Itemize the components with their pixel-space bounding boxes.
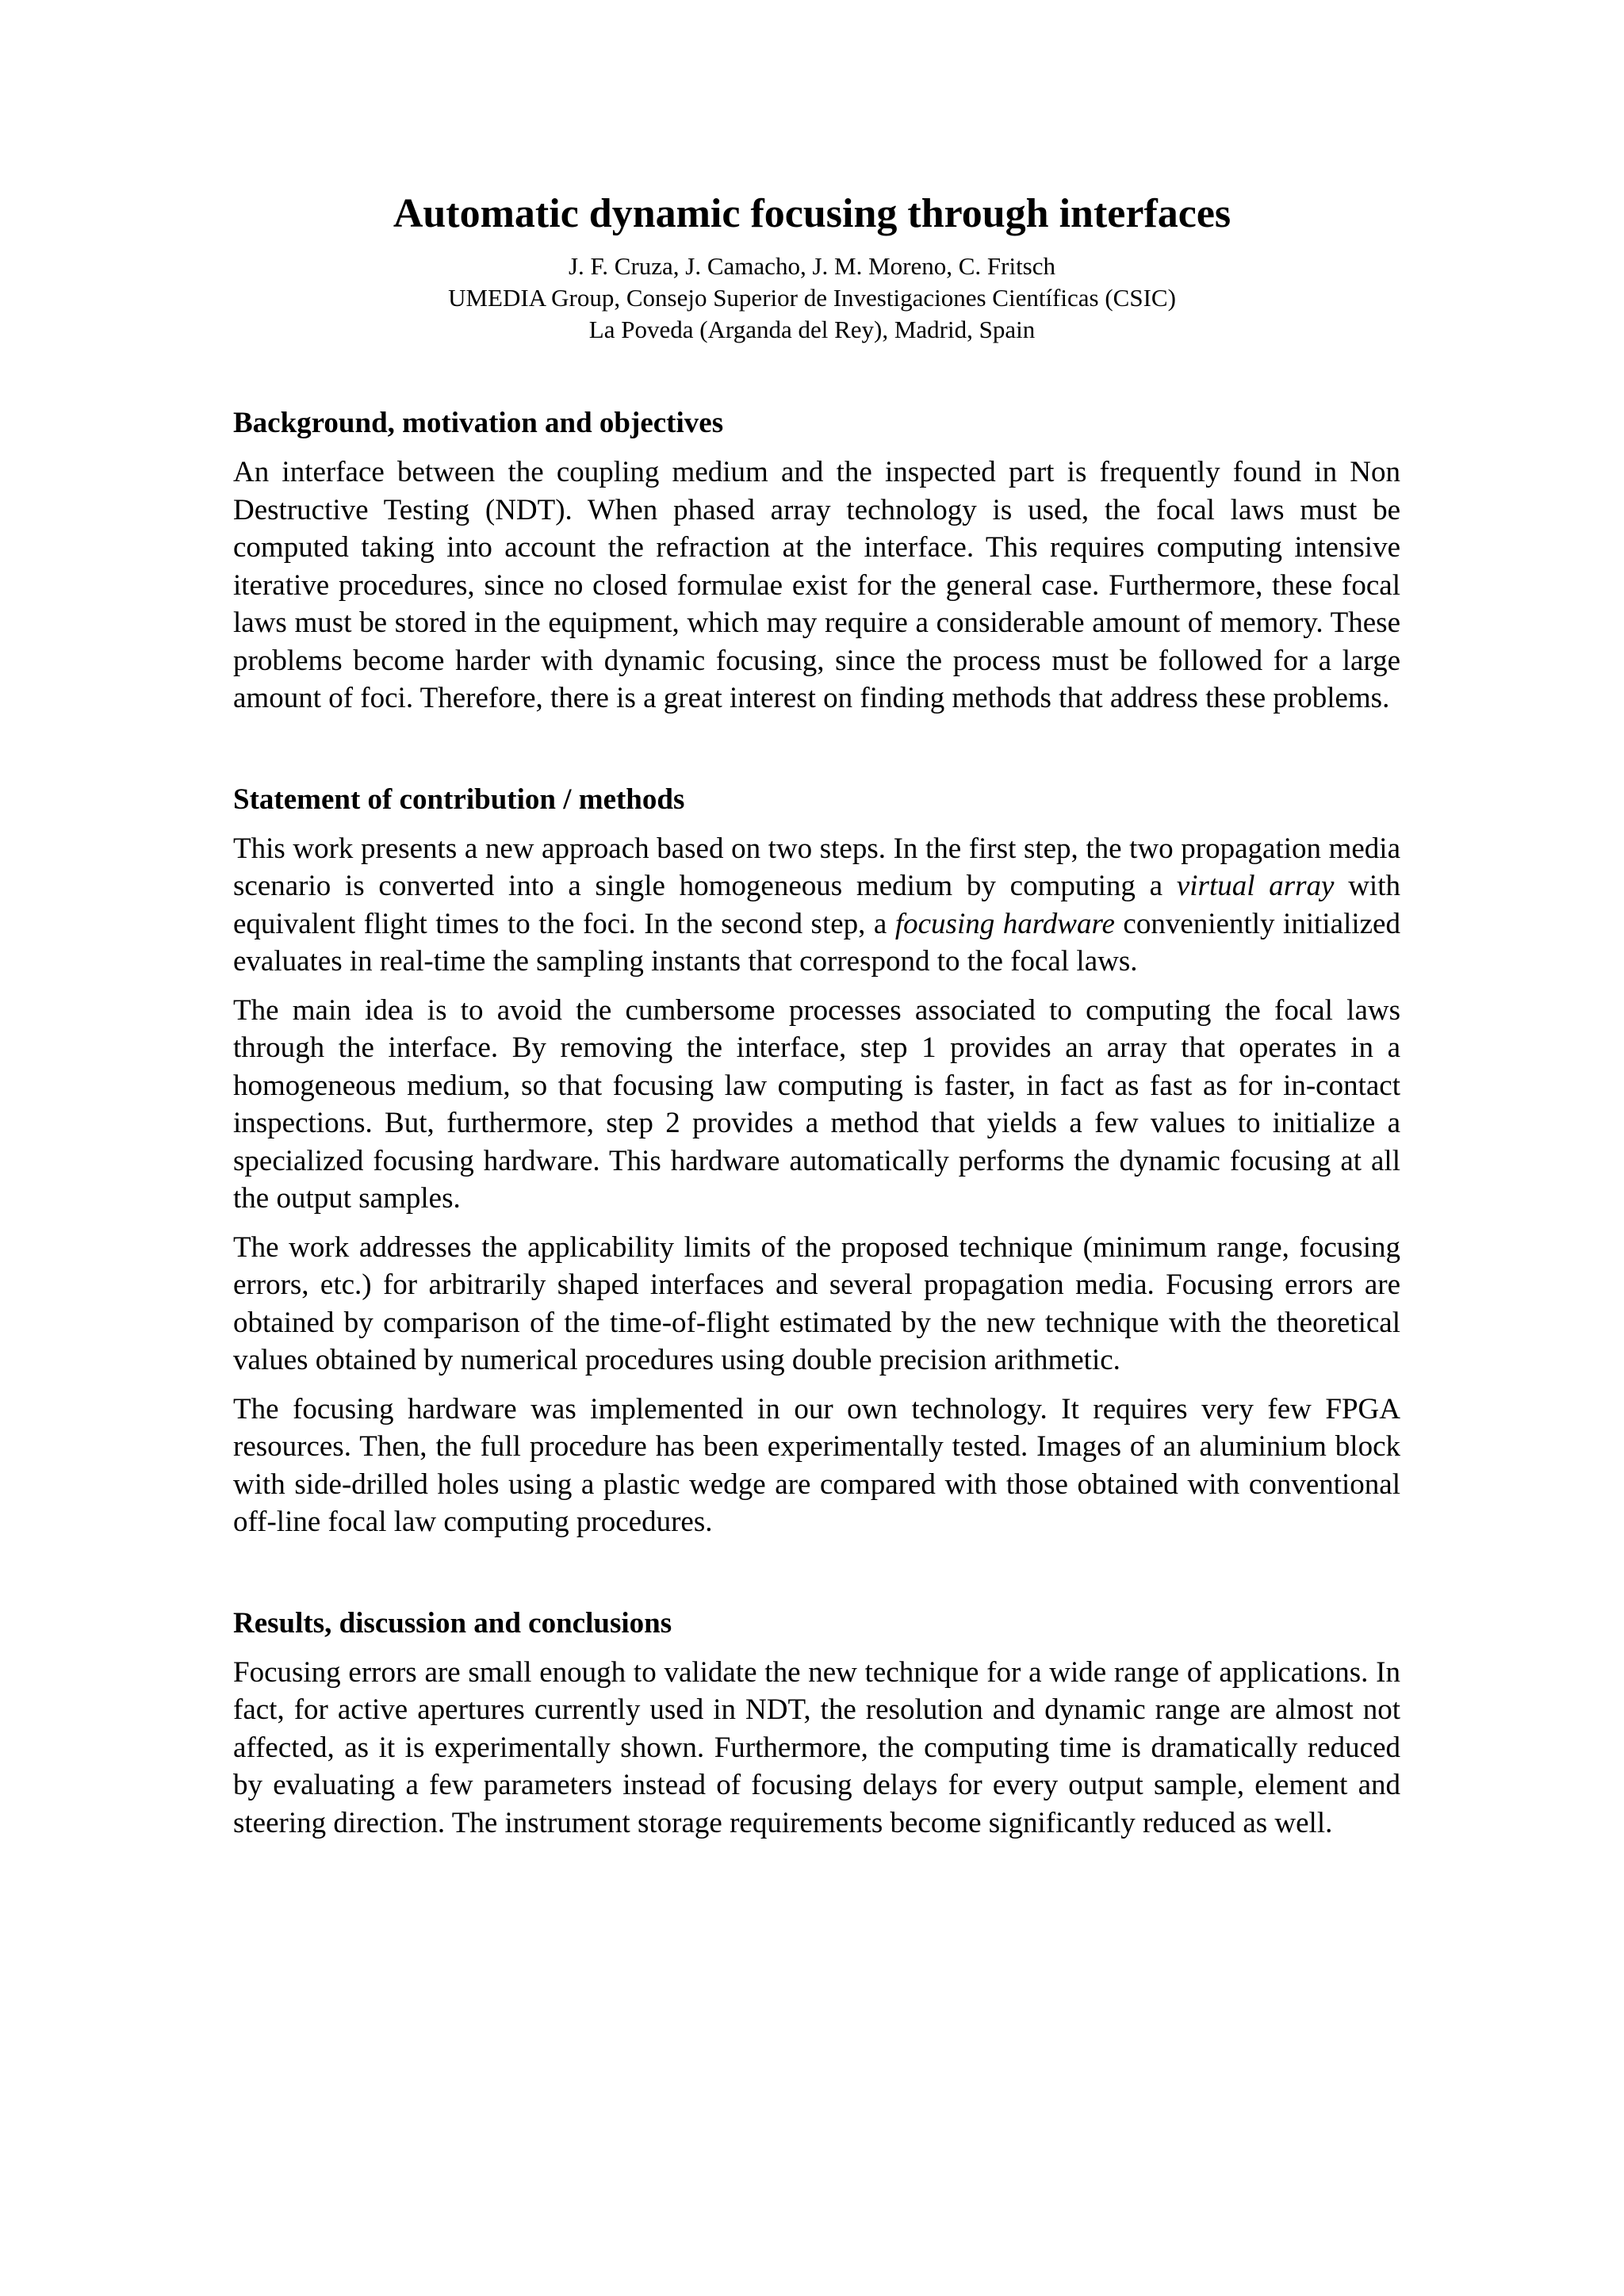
section-results	[233, 1605, 1400, 1843]
paragraph-text: conveniently initialized evaluates in real-time the sampling instants that correspond to the focal laws.	[233, 907, 1400, 978]
paper-title: Automatic dynamic focusing through interfaces	[393, 191, 1231, 236]
section-spacer	[233, 729, 1400, 781]
paragraph: The main idea is to avoid the cumbersome processes associated to computing the focal laws through the interface. By removing the interface, step 1 provides an array that operates in a homogeneous medium, so that focusing law computing is faster, in fact as fast as for in-contact inspections. But, furthermore, step 2 provides a method that yields a few values to initialize a specialized focusing hardware. This hardware automatically performs the dynamic focusing at all the output samples.	[233, 993, 1400, 1215]
paragraph: The work addresses the applicability limits of the proposed technique (minimum range, focusing errors, etc.) for arbitrarily shaped interfaces and several propagation media. Focusing errors are obtained by comparison of the time-of-flight estimated by the new technique with the theoretical values obtained by numerical procedures using double precision arithmetic.	[233, 1230, 1400, 1376]
paragraph-text: with equivalent flight times to the foci. In the second step, a	[233, 870, 1400, 940]
paper-body	[233, 404, 1400, 1853]
section-background	[233, 404, 1400, 718]
section-heading: Background, motivation and objectives	[233, 407, 724, 439]
emphasis-focusing-hardware: focusing hardware	[894, 907, 1115, 940]
section-spacer	[233, 1552, 1400, 1605]
emphasis-virtual-array: virtual array	[1176, 870, 1335, 902]
section-heading: Results, discussion and conclusions	[233, 1606, 672, 1640]
section-heading: Statement of contribution / methods	[233, 783, 685, 816]
paper-location: La Poveda (Arganda del Rey), Madrid, Spain	[588, 316, 1036, 343]
paragraph: The focusing hardware was implemented in our own technology. It requires very few FPGA resources. Then, the full procedure has been experimentally tested. Images of an aluminium block with side-drilled holes using a plastic wedge are compared with those obtained with conventional off-line focal law computing procedures.	[233, 1392, 1400, 1538]
paper-authors: J. F. Cruza, J. Camacho, J. M. Moreno, C. Fritsch	[568, 252, 1056, 280]
paragraph-text: This work presents a new approach based on two steps. In the first step, the two propagation media scenario is converted into a single homogeneous medium by computing a	[233, 832, 1400, 902]
paragraph: An interface between the coupling medium and the inspected part is frequently found in Non Destructive Testing (NDT). When phased array technology is used, the focal laws must be computed taking into account the refraction at the interface. This requires computing intensive iterative procedures, since no closed formulae exist for the general case. Furthermore, these focal laws must be stored in the equipment, which may require a considerable amount of memory. These problems become harder with dynamic focusing, since the process must be followed for a large amount of foci. Therefore, there is a great interest on finding methods that address these problems.	[233, 456, 1400, 714]
paper-affiliation: UMEDIA Group, Consejo Superior de Investigaciones Científicas (CSIC)	[448, 284, 1176, 312]
paper-header	[0, 189, 1624, 346]
paragraph: Focusing errors are small enough to validate the new technique for a wide range of applications. In fact, for active apertures currently used in NDT, the resolution and dynamic range are almost not affected, as it is experimentally shown. Furthermore, the computing time is dramatically reduced by evaluating a few parameters instead of focusing delays for every output sample, element and steering direction. The instrument storage requirements become significantly reduced as well.	[233, 1655, 1400, 1839]
section-contribution	[233, 781, 1400, 1541]
paragraph	[233, 830, 1400, 981]
